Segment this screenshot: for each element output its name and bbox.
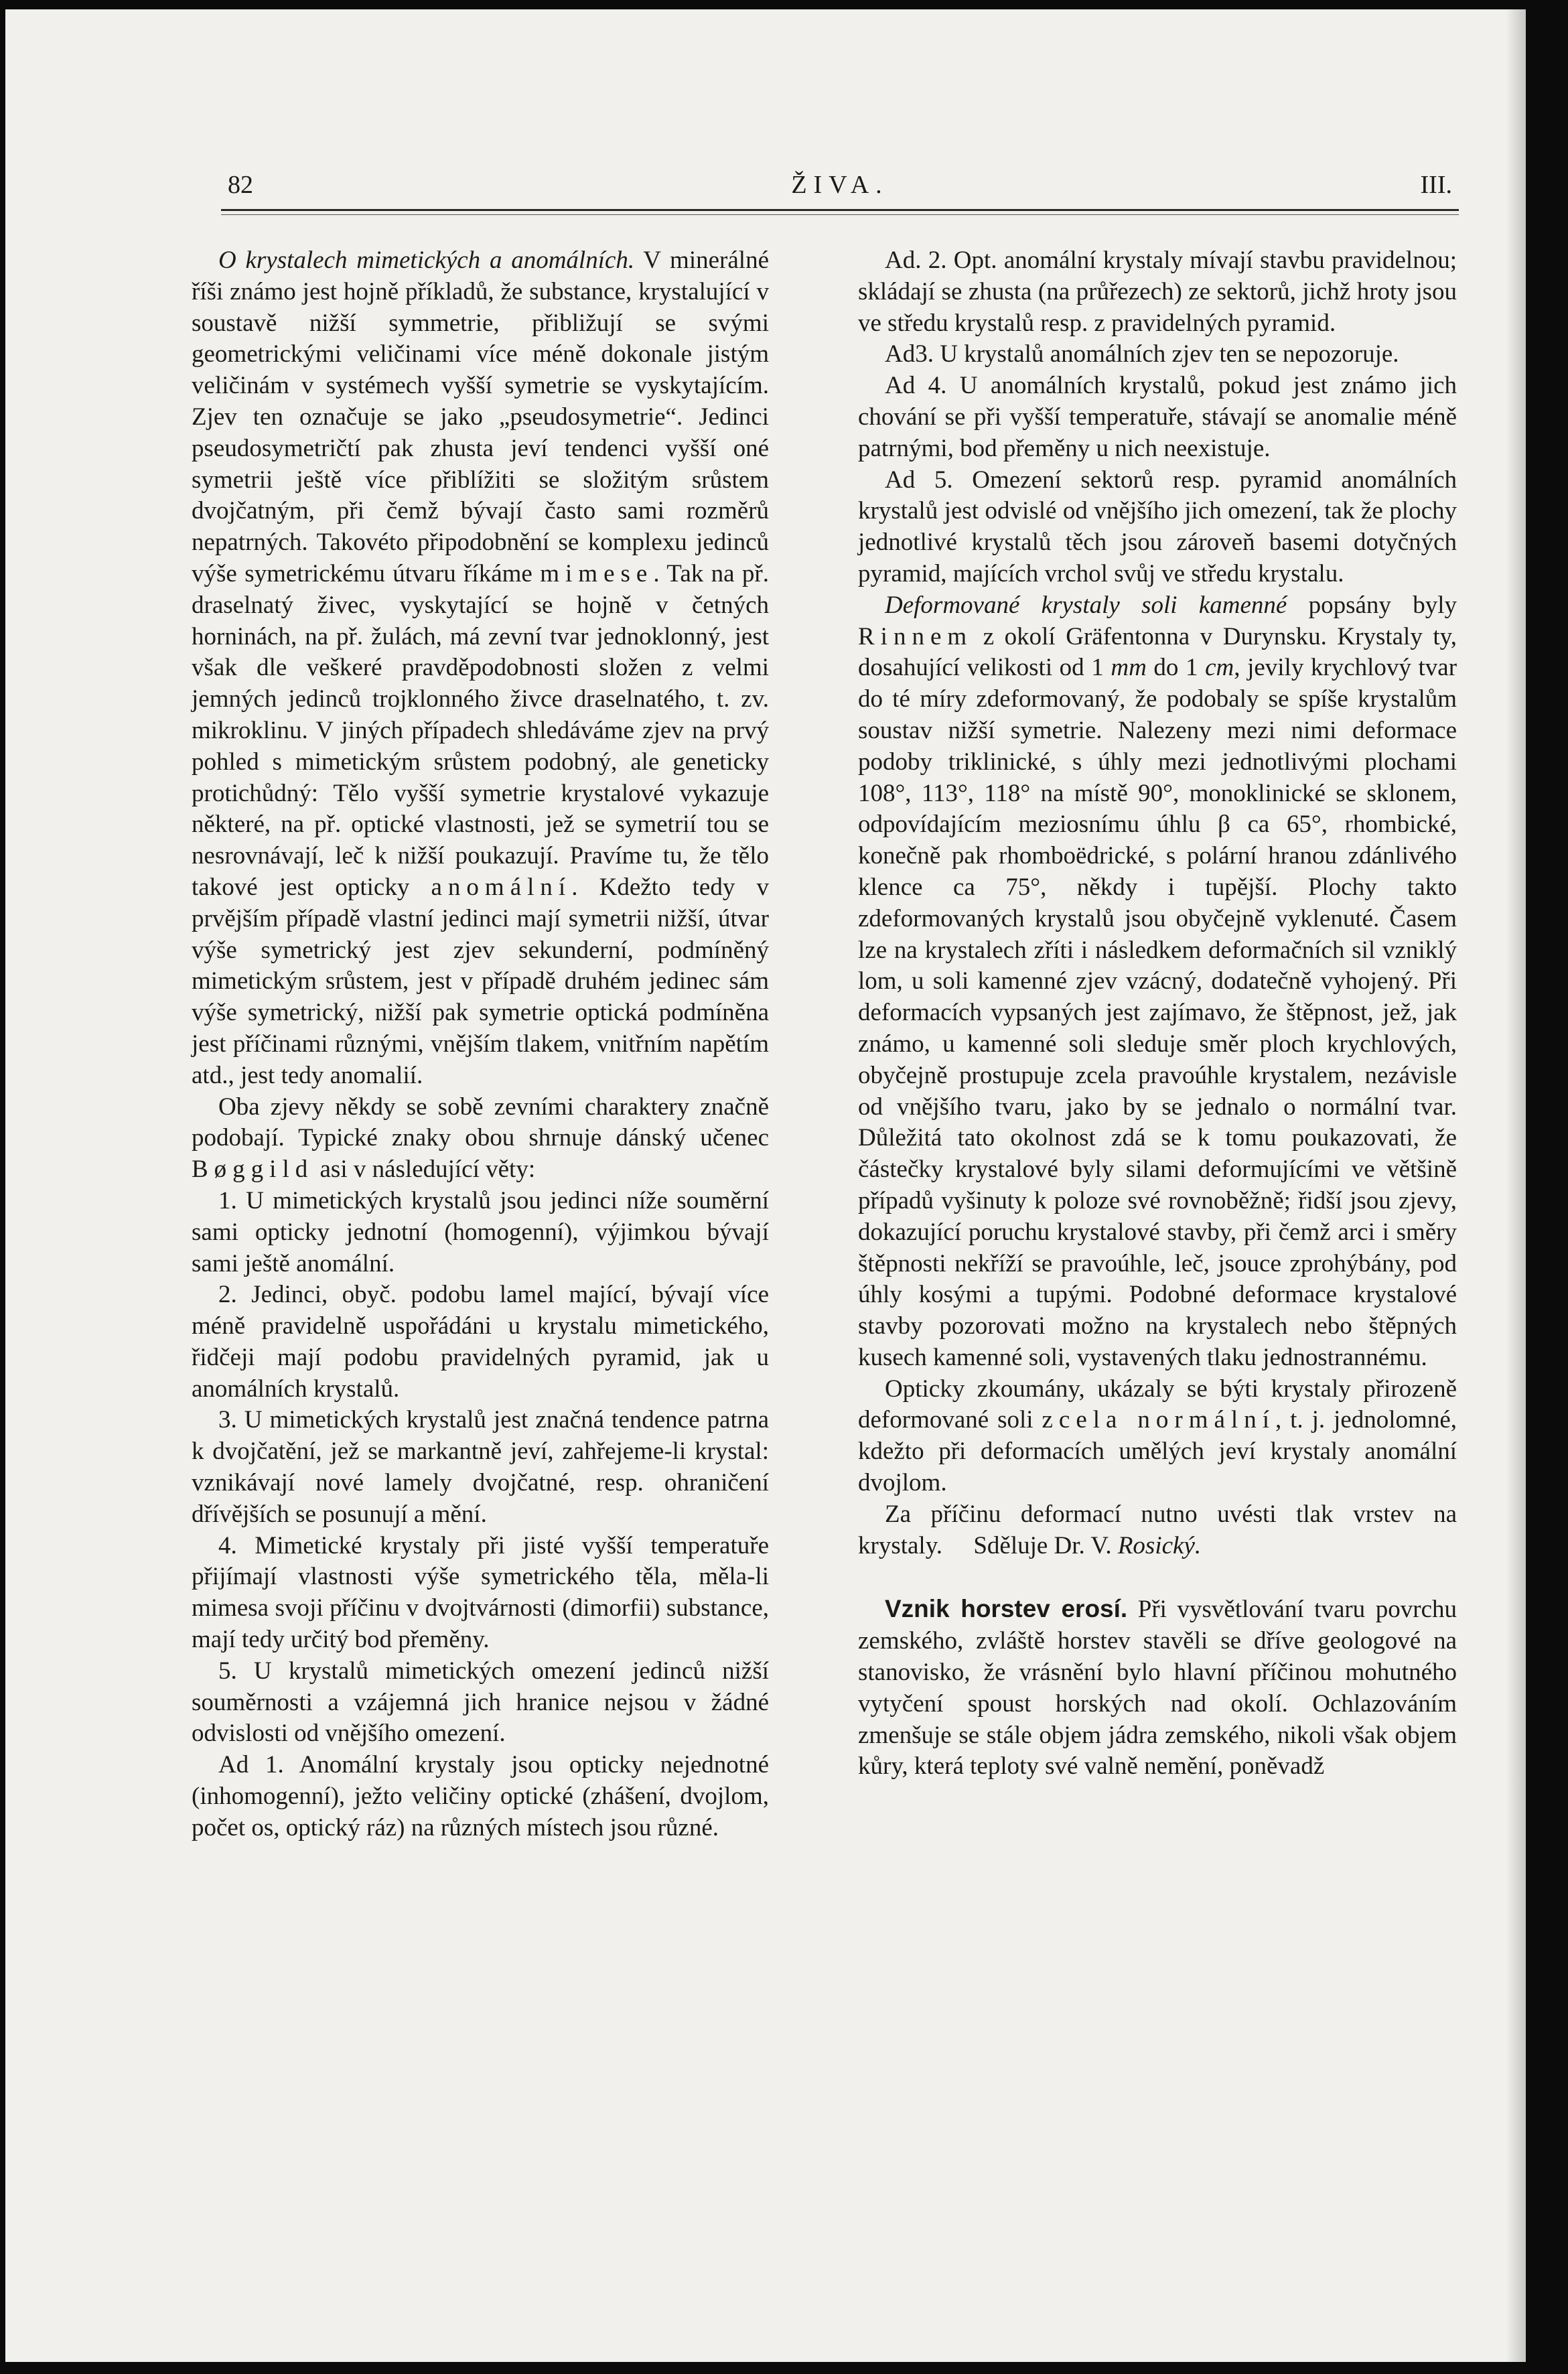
ad-1: Ad 1. Anomální krystaly jsou opticky nejednotné (inhomogenní), ježto veličiny optické (zhášení, dvojlom, počet os, optický ráz) na různých místech jsou různé. <box>192 1751 769 1841</box>
optical-paragraph: Opticky zkoumány, ukázaly se býti krystaly přirozeně deformované soli zcela normální, t. j. jednolomné, kdežto při deformacích umělých jeví krystaly anomální dvojlom. <box>858 1375 1457 1497</box>
volume-number: III. <box>1420 171 1452 199</box>
list-item-4: 4. Mimetické krystaly při jisté vyšší temperatuře přijímají vlastnosti výše symetrického těla, měla-li mimesa svoji příčinu v dvojtvárnosti (dimorfii) substance, mají tedy určitý bod přeměny. <box>192 1531 769 1654</box>
spaced-name-rinne: Rinnem <box>858 622 973 650</box>
erosion-paragraph: Vznik horstev erosí. Při vysvětlování tvaru povrchu zemského, zvláště horstev stavěli se dříve geologové na stanovisko, že vrásnění bylo hlavní příčinou mohutného vytyčení spoust horských nad okolí. Ochlazováním zmenšuje se stále objem jádra zemského, nikoli však objem kůry, která teploty své valně nemění, poněvadž <box>858 1595 1457 1780</box>
page-number: 82 <box>228 171 253 199</box>
ad-5: Ad 5. Omezení sektorů resp. pyramid anomálních krystalů jest odvislé od vnějšího jich omezení, tak že plochy jednotlivé krystalů těch jsou zároveň basemi dotyčných pyramid, majících vrchol svůj ve středu krystalu. <box>858 466 1457 587</box>
header-rule <box>221 209 1459 211</box>
spaced-term-mimese: mimese <box>540 559 654 587</box>
journal-title: ŽIVA. <box>791 171 889 199</box>
spaced-name-boggild: Bøggild <box>192 1156 314 1184</box>
list-item-5: 5. U krystalů mimetických omezení jedinců nižší souměrnosti a vzájemná jich hranice nejsou v žádné odvislosti od vnějšího omezení. <box>192 1657 769 1748</box>
ad-4: Ad 4. U anomálních krystalů, pokud jest známo jich chování se při vyšší temperatuře, stávají se anomalie méně patrnými, bod přeměny u nich neexistuje. <box>858 372 1457 462</box>
article-title: O krystalech mimetických a anomálních. <box>218 247 635 274</box>
erosion-heading: Vznik horstev erosí. <box>885 1595 1128 1623</box>
page-edge-shadow <box>1506 9 1526 2362</box>
running-header <box>221 170 1459 210</box>
left-column <box>192 245 769 1844</box>
ad-2: Ad. 2. Opt. anomální krystaly mívají stavbu pravidelnou; skládají se zhusta (na průřezech) ze sektorů, jichž hroty jsou ve středu krystalů resp. z pravidelných pyramid. <box>858 247 1457 337</box>
signature-name: Rosický. <box>1117 1531 1202 1559</box>
right-column <box>858 245 1457 1783</box>
list-item-2: 2. Jedinci, obyč. podobu lamel mající, bývají více méně pravidelně uspořádáni u krystalu mimetického, řidčeji mají podobu pravidelných pyramid, jak u anomálních krystalů. <box>192 1281 769 1403</box>
list-item-3: 3. U mimetických krystalů jest značná tendence patrna k dvojčatění, jež se markantně jeví, zahřejeme-li krystal: vznikávají nové lamely dvojčatné, resp. ohraničení dřívějších se posunují a mění. <box>192 1406 769 1528</box>
ad-3: Ad3. U krystalů anomálních zjev ten se nepozoruje. <box>885 340 1399 368</box>
list-item-1: 1. U mimetických krystalů jsou jedinci níže souměrní sami opticky jednotní (homogenní), výjimkou bývají sami ještě anomální. <box>192 1186 769 1277</box>
spaced-term-zcela-normalni: zcela normální <box>1042 1406 1275 1434</box>
signature: Sděluje Dr. V. Rosický. <box>973 1531 1202 1559</box>
spaced-term-anomalni: anomální <box>431 873 572 901</box>
pressure-paragraph: Za příčinu deformací nutno uvésti tlak vrstev na krystaly. Sděluje Dr. V. Rosický. <box>858 1500 1457 1559</box>
deformed-crystals-paragraph: Deformované krystaly soli kamenné popsány byly Rinnem z okolí Gräfentonna v Durynsku. Krystaly ty, dosahující velikosti od 1 mm do 1 cm, jevily krychlový tvar do té míry zdeformovaný, že podobaly se spíše krystalům soustav nižší symetrie. Nalezeny mezi nimi deformace podoby triklinické, s úhly mezi jednotlivými plochami 108°, 113°, 118° na místě 90°, monoklinické se sklonem, odpovídajícím meziosnímu úhlu β ca 65°, rhombické, konečně pak rhomboëdrické, s polární hranou zdánlivého klence ca 75°, někdy i tupější. Plochy takto zdeformovaných krystalů jsou obyčejně vyklenuté. Časem lze na krystalech zříti i následkem deformačních sil vzniklý lom, u soli kamenné zjev vzácný, dodatečně vyhojený. Při deformacích vypsaných jest zajímavo, že štěpnost, jež, jak známo, u kamenné soli sleduje směr ploch krychlových, obyčejně prostupuje zcela pravoúhle krystalem, nezávisle od vnějšího tvaru, jako by se jednalo o normální tvar. Důležitá tato okolnost zdá se k tomu poukazovati, že částečky krystalové byly silami deformujícími ve většině případů vyšinuty k poloze své rovnoběžně; řidší jsou zjevy, dokazující poruchu krystalové stavby, při čemž arci i směry štěpnosti nekříží se pravoúhle, leč, jsouce zprohýbány, pod úhly kosými a tupými. Podobné deformace krystalové stavby pozorovati možno na krystalech nebo štěpných kusech kamenné soli, vystavených tlaku jednostrannému. <box>858 591 1457 1371</box>
paragraph-boggild: Oba zjevy někdy se sobě zevními charaktery značně podobají. Typické znaky obou shrnuje dánský učenec Bøggild asi v následující věty: <box>192 1093 769 1184</box>
article-intro-paragraph: O krystalech mimetických a anomálních. V minerálné říši známo jest hojně příkladů, že substance, krystalující v soustavě nižší symmetrie, přibližují se svými geometrickými veličinami více méně dokonale jistým veličinám v systémech vyšší symetrie se vyskytajícím. Zjev ten označuje se jako „pseudosymetrie“. Jedinci pseudosymetričtí pak zhusta jeví tendenci vyšší oné symetrii ještě více přiblížiti se složitým srůstem dvojčatným, při čemž bývají často sami rozměrů nepatrných. Takovéto připodobnění se komplexu jedinců výše symetrickému útvaru říkáme mimese. Tak na př. draselnatý živec, vyskytající se hojně v četných horninách, na př. žulách, má zevní tvar jednoklonný, jest však dle veškeré pravděpodobnosti složen z velmi jemných jedinců trojklonného živce draselnatého, t. zv. mikroklinu. V jiných případech shledáváme zjev na prvý pohled s mimetickým srůstem podobný, ale geneticky protichůdný: Tělo vyšší symetrie krystalové vykazuje některé, na př. optické vlastnosti, jež se symetrií tou se nesrovnávají, leč k nižší poukazují. Pravíme tu, že tělo takové jest opticky anomální. Kdežto tedy v prvějším případě vlastní jedinci mají symetrii nižší, útvar výše symetrický jest zjev sekunderní, podmíněný mimetickým srůstem, jest v případě druhém jedinec sám výše symetrický, nižší pak symetrie optická podmíněna jest příčinami různými, vnějším tlakem, vnitřním napětím atd., jest tedy anomalií. <box>192 247 770 1089</box>
deformed-crystals-title: Deformované krystaly soli kamenné <box>885 591 1287 619</box>
journal-page <box>5 9 1526 2362</box>
header-rule-thin <box>221 214 1459 215</box>
